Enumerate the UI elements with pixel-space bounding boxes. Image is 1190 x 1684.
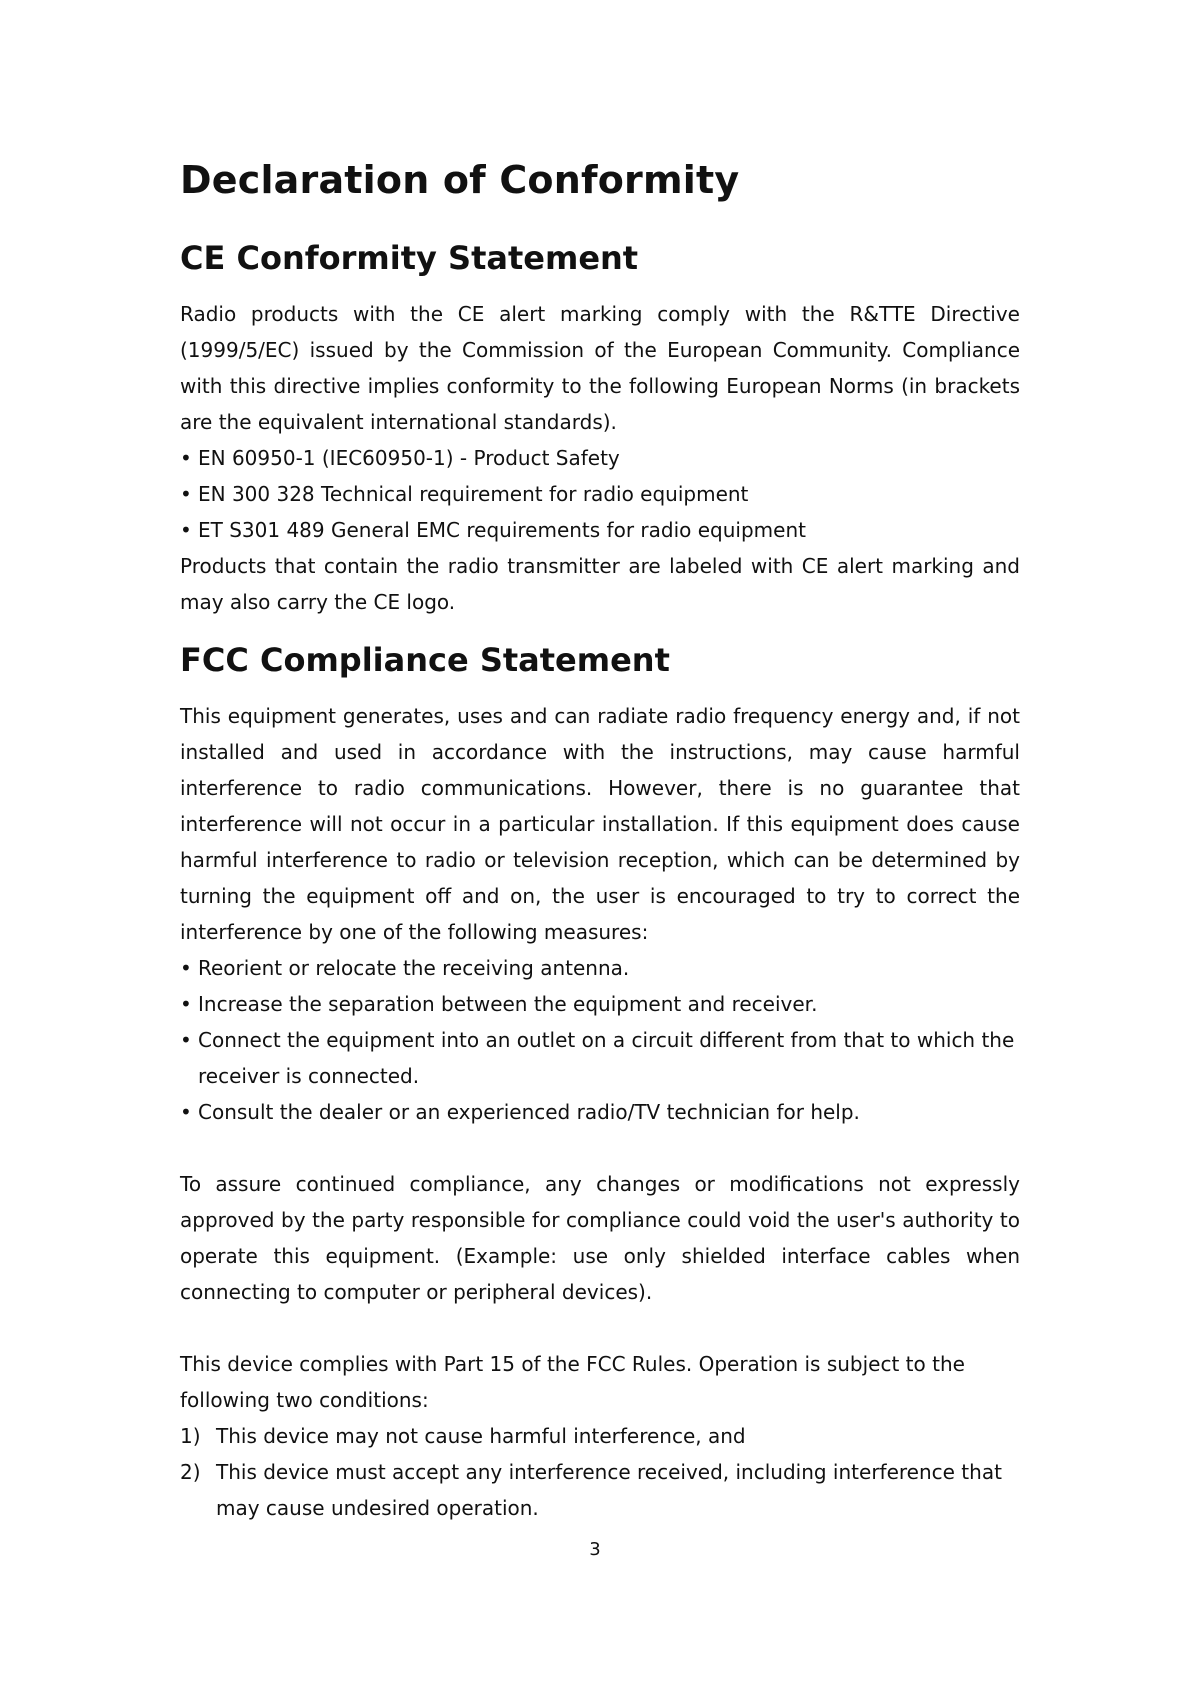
list-item-text: This device may not cause harmful interference, and bbox=[216, 1424, 746, 1448]
list-item bbox=[180, 986, 1020, 1022]
list-item-text: ET S301 489 General EMC requirements for radio equipment bbox=[198, 518, 806, 542]
fcc-compliance-paragraph: To assure continued compliance, any changes or modifications not expressly approved by the party responsible for compliance could void the user's authority to operate this equipment. (Example: use only shielded interface cables when connecting to computer or peripheral devices). bbox=[180, 1172, 1020, 1304]
page-title: Declaration of Conformity bbox=[180, 158, 740, 202]
bullet-icon: • bbox=[180, 518, 192, 542]
bullet-icon: • bbox=[180, 1100, 192, 1124]
ce-intro-paragraph: Radio products with the CE alert marking comply with the R&TTE Directive (1999/5/EC) issued by the Commission of the European Community. Compliance with this directive implies conformity to the following European Norms (in brackets are the equivalent international standards). bbox=[180, 302, 1020, 434]
list-item bbox=[180, 512, 1020, 548]
list-item bbox=[180, 476, 1020, 512]
ce-standards-list bbox=[180, 440, 1020, 548]
list-item-text: Increase the separation between the equipment and receiver. bbox=[198, 992, 818, 1016]
bullet-icon: • bbox=[180, 446, 192, 470]
list-item-text: Reorient or relocate the receiving antenna. bbox=[198, 956, 630, 980]
list-item-text: Connect the equipment into an outlet on a circuit different from that to which the receiver is connected. bbox=[198, 1028, 1015, 1088]
bullet-icon: • bbox=[180, 482, 192, 506]
document-page bbox=[180, 150, 1020, 1526]
list-item bbox=[180, 440, 1020, 476]
fcc-measures-list bbox=[180, 950, 1020, 1130]
page-number: 3 bbox=[589, 1539, 601, 1560]
bullet-icon: • bbox=[180, 1028, 192, 1052]
list-item-text: Consult the dealer or an experienced radio/TV technician for help. bbox=[198, 1100, 860, 1124]
list-item-text: EN 300 328 Technical requirement for radio equipment bbox=[198, 482, 749, 506]
ce-section bbox=[180, 230, 1020, 620]
fcc-conditions-list bbox=[180, 1418, 1020, 1526]
list-item-text: This device must accept any interference received, including interference that may cause undesired operation. bbox=[216, 1460, 1002, 1520]
list-item bbox=[180, 1418, 1020, 1454]
list-item bbox=[180, 950, 1020, 986]
list-item bbox=[180, 1454, 1020, 1526]
fcc-intro-paragraph: This equipment generates, uses and can radiate radio frequency energy and, if not installed and used in accordance with the instructions, may cause harmful interference to radio communications. However, there is no guarantee that interference will not occur in a particular installation. If this equipment does cause harmful interference to radio or television reception, which can be determined by turning the equipment off and on, the user is encouraged to try to correct the interference by one of the following measures: bbox=[180, 704, 1020, 944]
fcc-section bbox=[180, 632, 1020, 1526]
list-item-number: 1) bbox=[180, 1424, 201, 1448]
fcc-heading: FCC Compliance Statement bbox=[180, 641, 670, 679]
list-item-text: EN 60950-1 (IEC60950-1) - Product Safety bbox=[198, 446, 620, 470]
bullet-icon: • bbox=[180, 956, 192, 980]
ce-outro-paragraph: Products that contain the radio transmitter are labeled with CE alert marking and may also carry the CE logo. bbox=[180, 554, 1020, 614]
fcc-part15-paragraph: This device complies with Part 15 of the FCC Rules. Operation is subject to the following two conditions: bbox=[180, 1352, 965, 1412]
bullet-icon: • bbox=[180, 992, 192, 1016]
list-item-number: 2) bbox=[180, 1460, 201, 1484]
list-item bbox=[180, 1094, 1020, 1130]
list-item bbox=[180, 1022, 1020, 1094]
ce-heading: CE Conformity Statement bbox=[180, 239, 639, 277]
